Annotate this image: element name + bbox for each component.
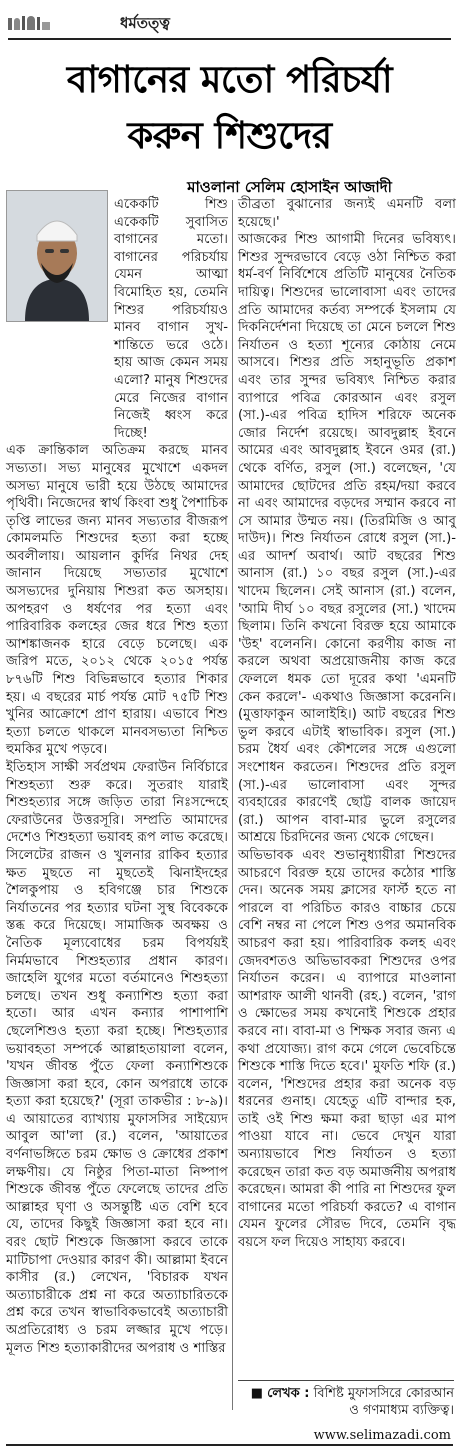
title-line-1: বাগানের মতো পরিচর্যা <box>66 58 393 101</box>
paragraph <box>6 196 228 442</box>
section-label: ধর্মতত্ত্ব <box>120 14 170 32</box>
website-link[interactable]: www.selimazadi.com <box>313 1428 451 1443</box>
paragraph: আজকের শিশু আগামী দিনের ভবিষ্যৎ। শিশুর সুন্দরভাবে বেড়ে ওঠা নিশ্চিত করা ধর্ম-বর্ণ নির্বিশেষে প্রতিটি মানুষের নৈতিক দায়িত্ব। শিশুদের ভালোবাসা এবং তাদের প্রতি আমাদের কর্তব্য সম্পর্কে ইসলাম যে দিকনির্দেশনা দিয়েছে তা মেনে চললে শিশু নির্যাতন ও হত্যা শূন্যের কোঠায় নেমে আসবে। শিশুর প্রতি সহানুভূতি প্রকাশ এবং তার সুন্দর ভবিষ্যৎ নিশ্চিত করার ব্যাপারে পবিত্র কোরআন এবং রসুল (সা.)-এর পবিত্র হাদিস শরিফে অনেক জোর নির্দেশ রয়েছে। আবদুল্লাহ ইবনে আমের এবং আবদুল্লাহ ইবনে ওমর (রা.) থেকে বর্ণিত, রসুল (সা.) বলেছেন, 'যে আমাদের ছোটদের প্রতি রহম/দয়া করবে না এবং আমাদের বড়দের সম্মান করবে না সে আমার উম্মত নয়। (তিরমিজি ও আবু দাউদ)। শিশু নির্যাতন রোধে রসুল (সা.)-এর আদর্শ অবার্থ। আট বছরের শিশু আনাস (রা.) ১০ বছর রসুল (সা.)-এর খাদেম ছিলেন। সেই আনাস (রা.) বলেন, 'আমি দীর্ঘ ১০ বছর রসুলের (সা.) খাদেম ছিলাম। তিনি কখনো বিরক্ত হয়ে আমাকে 'উহ' বলেননি। কোনো করণীয় কাজ না করলে অথবা অপ্রয়োজনীয় কাজ করে ফেললে ধমক তো দূরের কথা 'এমনটি কেন করলে'- একথাও জিজ্ঞাসা করেননি। (মুত্তাফাকুন আলাইহি।) আট বছরের শিশু ভুল করবে এটাই স্বাভাবিক। রসুল (সা.) চরম ধৈর্য এবং কৌশলের সঙ্গে এগুলো সংশোধন করতেন। শিশুদের প্রতি রসুল (সা.)-এর ভালোবাসা এবং সুন্দর ব্যবহারের কারণেই ছোট্ট বালক জায়েদ (রা.) আপন বাবা-মার ভুলে রসুলের আশ্রয়ে চিরদিনের জন্য থেকে গেছেন। <box>238 232 456 846</box>
author-note <box>238 1380 454 1419</box>
header-divider <box>8 38 451 40</box>
paragraph: ইতিহাস সাক্ষী সর্বপ্রথম ফেরাউন নির্বিচারে শিশুহত্যা শুরু করে। সুতরাং যারাই শিশুহত্যার সঙ্গে জড়িত তারা নিঃসন্দেহে ফেরাউনের উত্তরসূরি। সম্প্রতি আমাদের দেশেও শিশুহত্যা ভয়াবহ রূপ লাভ করেছে। সিলেটের রাজন ও খুলনার রাকিব হত্যার ক্ষত মুছতে না মুছতেই ঝিনাইদহের শৈলকুপায় ও হবিগঞ্জে চার শিশুকে নির্যাতনের পর হত্যার ঘটনা সুস্থ বিবেককে স্তব্ধ করে দিয়েছে। সামাজিক অবক্ষয় ও নৈতিক মূল্যবোধের চরম বিপর্যয়ই নির্মমভাবে শিশুহত্যার প্রধান কারণ। জাহেলি যুগের মতো বর্তমানেও শিশুহত্যা চলছে। তখন শুধু কন্যাশিশু হত্যা করা হতো। আর এখন কন্যার পাশাপাশি ছেলেশিশুও হত্যা করা হচ্ছে। শিশুহত্যার ভয়াবহতা সম্পর্কে আল্লাহতায়ালা বলেন, 'যখন জীবন্ত পুঁতে ফেলা কন্যাশিশুকে জিজ্ঞাসা করা হবে, কোন অপরাধে তাকে হত্যা করা হয়েছে?' (সূরা তাকভীর : ৮-৯)। এ আয়াতের ব্যাখ্যায় মুফাসসির সাইয়্যেদ আবুল আ'লা (র.) বলেন, 'আয়াতের বর্ণনাভঙ্গিতে চরম ক্ষোভ ও ক্রোধের প্রকাশ লক্ষণীয়। যে নিষ্ঠুর পিতা-মাতা নিষ্পাপ শিশুকে জীবন্ত পুঁতে ফেলেছে তাদের প্রতি আল্লাহর ঘৃণা ও অসন্তুষ্টি এত বেশি হবে যে, তাদের কিছুই জিজ্ঞাসা করা হবে না। বরং ছোট শিশুকে জিজ্ঞাসা করবে তাকে মাটিচাপা দেওয়ার কারণ কী। আল্লামা ইবনে কাসীর (র.) লেখেন, 'বিচারক যখন অত্যাচারীকে প্রশ্ন না করে অত্যাচারিতকে প্রশ্ন করে তখন স্বাভাবিকভাবেই অত্যাচারী অপ্রতিরোধ্য ও চরম লজ্জার মুখে পড়ে। মূলত শিশু হত্যাকারীদের অপরাধ ও শাস্তির <box>6 760 228 1356</box>
author-note-text: বিশিষ্ট মুফাসসিরে কোরআন ও গণমাধ্যম ব্যক্তিত্ব। <box>313 1386 454 1418</box>
author-byline: মাওলানা সেলিম হোসাইন আজাদী <box>187 178 392 196</box>
column-divider <box>232 200 233 1410</box>
lead-paragraph: একেকটি শিশু একেকটি সুবাসিত বাগানের মতো। বাগানের পরিচর্যায় যেমন আত্মা বিমোহিত হয়, তেমনি শিশুর পরিচর্যায়ও মানব বাগান সুখ-শান্তিতে ভরে ওঠে। হায় আজ কেমন সময় এলো? মানুষ শিশুদের মেরে নিজের বাগান নিজেই ধ্বংস করে দিচ্ছে! <box>114 197 228 441</box>
title-line-2: করুন শিশুদের <box>127 114 332 157</box>
paragraph: এক ক্রান্তিকাল অতিক্রম করছে মানব সভ্যতা। সভ্য মানুষের মুখোশে একদল অসভ্য মানুষে ভারী হয়ে উঠছে আমাদের পৃথিবী। নিজেদের স্বার্থ কিংবা শুধু পৈশাচিক তৃপ্তি লাভের জন্য মানব সভ্যতার বীজরূপ কোমলমতি শিশুদের হত্যা করা হচ্ছে অবলীলায়। আয়লান কুর্দির নিথর দেহ জানান দিয়েছে সভ্যতার মুখোশে অসভ্যদের দুনিয়ায় শিশুরা কত অসহায়। অপহরণ ও ধর্ষণের পর হত্যা এবং পারিবারিক কলহের জের ধরে শিশু হত্যা আশঙ্কাজনক হারে বেড়ে চলেছে। এক জরিপ মতে, ২০১২ থেকে ২০১৫ পর্যন্ত ৮৭৬টি শিশু বিভিন্নভাবে হত্যার শিকার হয়। এ বছরের মার্চ পর্যন্ত মোট ৭৫টি শিশু খুনির আক্রোশে প্রাণ হারায়। এভাবে শিশু হত্যা চলতে থাকলে মানবসভ্যতা নিশ্চিত হুমকির মুখে পড়বে। <box>6 443 228 758</box>
paragraph: অভিভাবক এবং শুভানুধ্যায়ীরা শিশুদের আচরণে বিরক্ত হয়ে তাদের কঠোর শাস্তি দেন। অনেক সময় ক্লাসের ফার্স্ট হতে না পারলে বা পরিচিত কারও বাচ্চার চেয়ে বেশি নম্বর না পেলে শিশু ওপর অমানবিক আচরণ করা হয়। পারিবারিক কলহ এবং জেদবশতও অভিভাবকরা শিশুদের ওপর নির্যাতন করেন। এ ব্যাপারে মাওলানা আশরাফ আলী থানবী (রহ.) বলেন, 'রাগ ও ক্ষোভের সময় কখনোই শিশুকে প্রহার করবে না। বাবা-মা ও শিক্ষক সবার জন্য এ কথা প্রযোজ্য। রাগ কমে গেলে ভেবেচিন্তে শিশুকে শাস্তি দিতে হবে।' মুফতি শফি (র.) বলেন, 'শিশুদের প্রহার করা অনেক বড় ধরনের গুনাহ। যেহেতু এটি বান্দার হক, তাই ওই শিশু ক্ষমা করা ছাড়া এর মাপ পাওয়া যাবে না। ভেবে দেখুন যারা অন্যায়ভাবে শিশু নির্যাতন ও হত্যা করেছেন তারা কত বড় অমার্জনীয় অপরাধ করেছেন। আমরা কী পারি না শিশুদের ফুল বাগানের মতো পরিচর্যা করতে? এ বাগান যেমন ফুলের সৌরভ দিবে, তেমনি বৃদ্ধ বয়সে ফল দিয়েও সাহায্য করবে। <box>238 847 456 1251</box>
author-note-bullet: ■ <box>250 1386 263 1401</box>
article-column-left <box>6 196 228 1357</box>
mosque-skyline-icon <box>6 12 52 30</box>
paragraph: তীব্রতা বুঝানোর জন্যই এমনটি বলা হয়েছে।' <box>238 197 456 230</box>
footer-divider <box>6 1444 453 1446</box>
page-header <box>0 0 459 40</box>
article-title <box>20 52 439 164</box>
author-note-label: লেখক : <box>267 1386 310 1401</box>
article-column-right <box>238 196 456 1252</box>
